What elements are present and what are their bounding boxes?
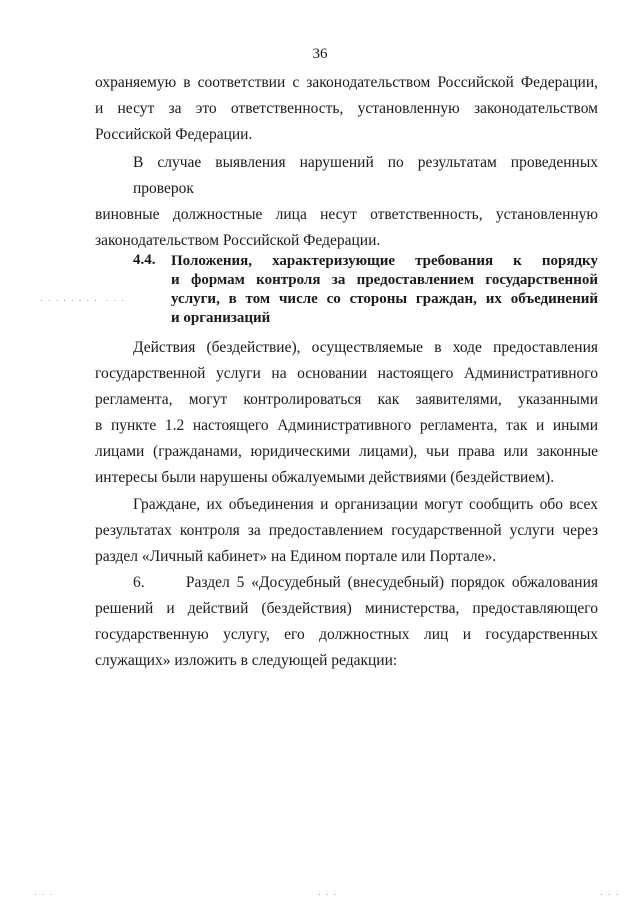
scan-artifact: . . . xyxy=(318,888,338,898)
text-line: решений и действий (бездействия) министерства, предоставляющего xyxy=(95,600,598,617)
text-line: государственной услуги на основании настоящего Административного xyxy=(95,365,598,382)
text-line: В случае выявления нарушений по результатам проведенных проверок xyxy=(133,154,598,197)
text-line: интересы были нарушены обжалуемыми действиями (бездействием). xyxy=(95,469,555,486)
heading-line: услуги, в том числе со стороны граждан, их объединений xyxy=(171,291,598,307)
section-number: 4.4. xyxy=(133,252,156,268)
heading-line: и организаций xyxy=(171,310,271,326)
scan-artifact: . . . . . . . . . . . xyxy=(40,294,125,304)
text-line: Действия (бездействие), осуществляемые в ходе предоставления xyxy=(133,339,598,356)
text-line: виновные должностные лица несут ответственность, установленную xyxy=(95,206,598,223)
paragraph-citizens xyxy=(95,492,598,570)
text-line: Граждане, их объединения и организации могут сообщить обо всех xyxy=(133,496,598,513)
scan-artifact: . . . xyxy=(600,888,620,898)
text-line: служащих» изложить в следующей редакции: xyxy=(95,652,398,669)
text-line: результатах контроля за предоставлением государственной услуги через xyxy=(95,522,598,539)
scan-artifact: . . . xyxy=(34,888,54,898)
text-line: раздел «Личный кабинет» на Едином портале или Портале». xyxy=(95,548,497,565)
text-line: Российской Федерации. xyxy=(95,126,253,143)
text-line: охраняемую в соответствии с законодательством Российской Федерации, xyxy=(95,74,598,91)
paragraph-continuation xyxy=(95,70,598,148)
section-heading xyxy=(171,252,598,328)
text-line: 6. Раздел 5 «Досудебный (внесудебный) порядок обжалования xyxy=(133,574,598,591)
paragraph-section-5 xyxy=(95,570,598,674)
text-line: лицами (гражданами, юридическими лицами), чьи права или законные xyxy=(95,443,598,460)
text-line: законодательством Российской Федерации. xyxy=(95,232,381,249)
text-line: и несут за это ответственность, установленную законодательством xyxy=(95,100,598,117)
paragraph-actions xyxy=(95,335,598,491)
text-line: государственную услугу, его должностных лиц и государственных xyxy=(95,626,598,643)
heading-line: и формам контроля за предоставлением государственной xyxy=(171,272,598,288)
text-line: регламента, могут контролироваться как заявителями, указанными xyxy=(95,391,598,408)
page-number: 36 xyxy=(312,46,328,62)
heading-line: Положения, характеризующие требования к порядку xyxy=(171,253,598,269)
paragraph-violations xyxy=(95,150,598,254)
text-line: в пункте 1.2 настоящего Административного регламента, так и иными xyxy=(95,417,598,434)
